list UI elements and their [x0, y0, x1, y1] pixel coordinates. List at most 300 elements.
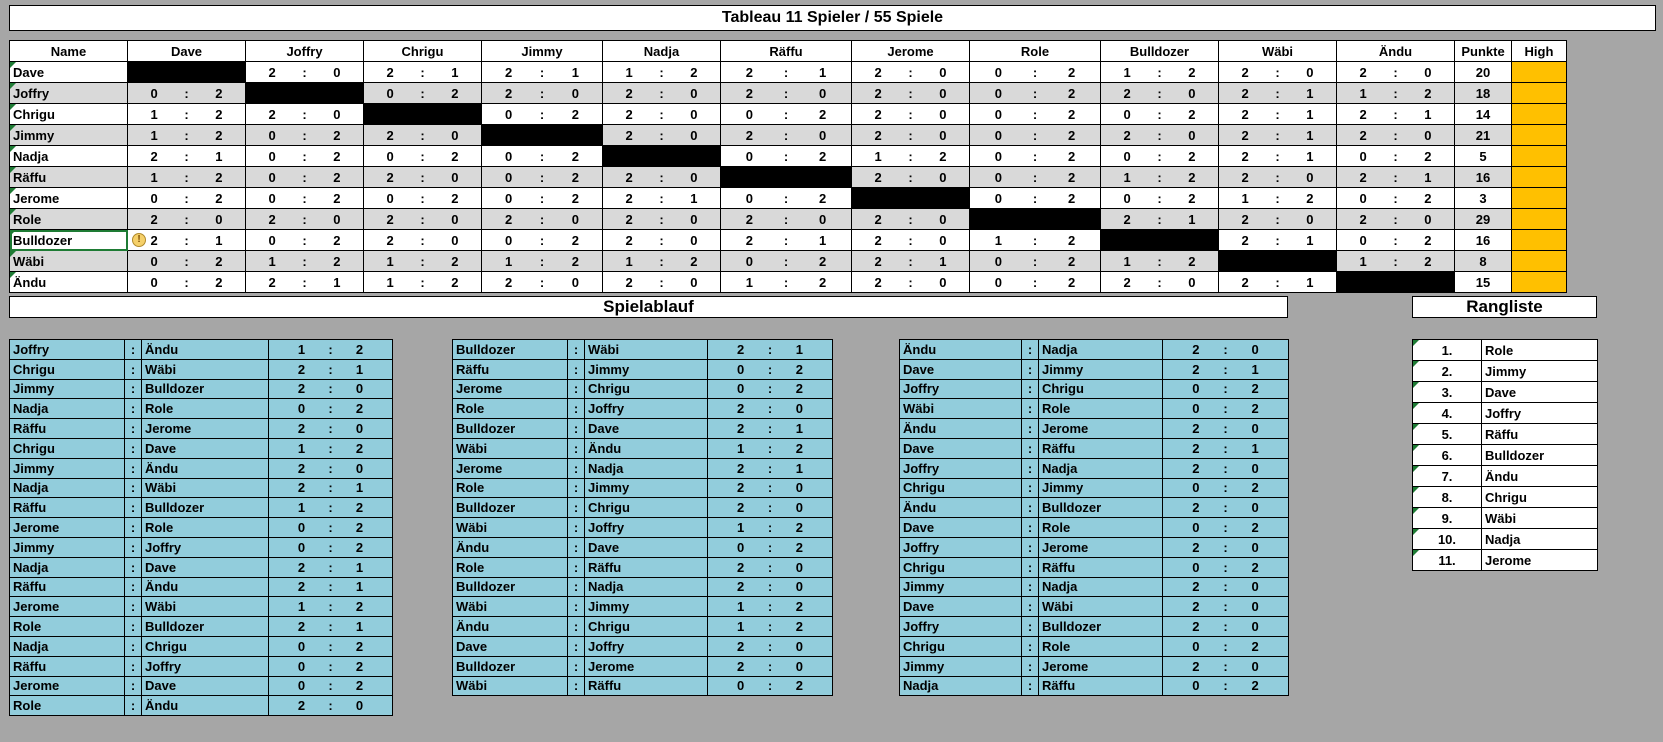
rank-position[interactable] [1413, 466, 1482, 487]
schedule-player-b[interactable]: Räffu [1039, 438, 1163, 458]
schedule-player-b[interactable]: Räffu [1039, 676, 1163, 696]
score-cell[interactable] [1219, 146, 1337, 167]
high-cell[interactable] [1512, 272, 1567, 293]
player-name-cell[interactable] [10, 104, 128, 125]
schedule-player-b[interactable]: Jimmy [1039, 359, 1163, 379]
schedule-result[interactable] [269, 478, 393, 498]
schedule-player-a[interactable]: Jerome [453, 458, 568, 478]
schedule-player-a[interactable]: Jimmy [10, 458, 125, 478]
schedule-player-a[interactable]: Chrigu [10, 438, 125, 458]
score-cell[interactable] [1101, 104, 1219, 125]
schedule-result[interactable] [269, 577, 393, 597]
schedule-player-a[interactable]: Dave [900, 359, 1022, 379]
score-cell[interactable] [721, 62, 852, 83]
schedule-player-b[interactable]: Wäbi [1039, 597, 1163, 617]
schedule-player-b[interactable]: Role [142, 399, 269, 419]
schedule-player-a[interactable]: Wäbi [453, 518, 568, 538]
score-cell[interactable] [128, 188, 246, 209]
schedule-result[interactable] [1163, 577, 1289, 597]
score-cell[interactable] [603, 188, 721, 209]
schedule-result[interactable] [269, 498, 393, 518]
schedule-player-a[interactable]: Nadja [10, 478, 125, 498]
rank-name[interactable]: Bulldozer [1482, 445, 1598, 466]
punkte-cell[interactable]: 5 [1455, 146, 1512, 167]
rank-name[interactable]: Nadja [1482, 529, 1598, 550]
schedule-player-a[interactable]: Ändu [900, 340, 1022, 360]
score-cell[interactable] [721, 83, 852, 104]
high-cell[interactable] [1512, 251, 1567, 272]
schedule-player-a[interactable]: Joffry [900, 458, 1022, 478]
score-cell[interactable] [482, 251, 603, 272]
rank-name[interactable]: Chrigu [1482, 487, 1598, 508]
schedule-result[interactable] [1163, 557, 1289, 577]
header-player[interactable]: Dave [128, 41, 246, 62]
high-cell[interactable] [1512, 209, 1567, 230]
score-cell[interactable] [128, 104, 246, 125]
schedule-result[interactable] [269, 656, 393, 676]
schedule-player-a[interactable]: Räffu [10, 498, 125, 518]
diagonal-cell[interactable] [1101, 230, 1219, 251]
score-cell[interactable] [246, 230, 364, 251]
schedule-player-a[interactable]: Wäbi [453, 597, 568, 617]
score-cell[interactable] [1101, 251, 1219, 272]
score-cell[interactable] [970, 146, 1101, 167]
score-cell[interactable] [603, 272, 721, 293]
score-cell[interactable] [482, 209, 603, 230]
schedule-player-b[interactable]: Chrigu [1039, 379, 1163, 399]
schedule-player-b[interactable]: Joffry [142, 537, 269, 557]
score-cell[interactable] [970, 272, 1101, 293]
schedule-player-b[interactable]: Chrigu [585, 498, 708, 518]
schedule-result[interactable] [269, 597, 393, 617]
schedule-player-b[interactable]: Role [1039, 518, 1163, 538]
schedule-result[interactable] [708, 438, 833, 458]
score-cell[interactable] [970, 251, 1101, 272]
schedule-player-a[interactable]: Role [453, 557, 568, 577]
schedule-result[interactable] [1163, 340, 1289, 360]
score-cell[interactable] [721, 146, 852, 167]
score-cell[interactable] [128, 83, 246, 104]
score-cell[interactable] [1219, 83, 1337, 104]
schedule-player-a[interactable]: Joffry [900, 617, 1022, 637]
schedule-player-a[interactable]: Bulldozer [453, 419, 568, 439]
schedule-player-a[interactable]: Jerome [10, 518, 125, 538]
diagonal-cell[interactable] [1337, 272, 1455, 293]
schedule-result[interactable] [1163, 676, 1289, 696]
player-name-cell[interactable] [10, 167, 128, 188]
schedule-result[interactable] [708, 379, 833, 399]
score-cell[interactable] [364, 167, 482, 188]
player-name-cell[interactable] [10, 125, 128, 146]
schedule-result[interactable] [269, 379, 393, 399]
score-cell[interactable] [128, 272, 246, 293]
score-cell[interactable] [1337, 188, 1455, 209]
score-cell[interactable] [721, 272, 852, 293]
score-cell[interactable] [721, 230, 852, 251]
schedule-player-a[interactable]: Wäbi [900, 399, 1022, 419]
header-player[interactable]: Chrigu [364, 41, 482, 62]
score-cell[interactable] [1337, 167, 1455, 188]
schedule-player-a[interactable]: Chrigu [900, 636, 1022, 656]
score-cell[interactable] [852, 83, 970, 104]
schedule-player-b[interactable]: Räffu [1039, 557, 1163, 577]
score-cell[interactable] [1337, 230, 1455, 251]
score-cell[interactable] [970, 125, 1101, 146]
score-cell[interactable] [482, 167, 603, 188]
score-cell[interactable] [482, 188, 603, 209]
schedule-player-a[interactable]: Räffu [10, 419, 125, 439]
schedule-player-a[interactable]: Ändu [453, 617, 568, 637]
score-cell[interactable] [128, 146, 246, 167]
score-cell[interactable] [364, 251, 482, 272]
rank-name[interactable]: Ändu [1482, 466, 1598, 487]
schedule-player-b[interactable]: Joffry [585, 636, 708, 656]
header-player[interactable]: Role [970, 41, 1101, 62]
schedule-result[interactable] [708, 636, 833, 656]
score-cell[interactable] [364, 188, 482, 209]
schedule-player-b[interactable]: Nadja [1039, 340, 1163, 360]
schedule-player-a[interactable]: Nadja [10, 557, 125, 577]
score-cell[interactable] [1337, 209, 1455, 230]
schedule-player-a[interactable]: Jimmy [10, 537, 125, 557]
diagonal-cell[interactable] [482, 125, 603, 146]
score-cell[interactable] [603, 125, 721, 146]
schedule-result[interactable] [1163, 518, 1289, 538]
score-cell[interactable] [852, 209, 970, 230]
header-name[interactable]: Name [10, 41, 128, 62]
score-cell[interactable] [1219, 125, 1337, 146]
schedule-player-a[interactable]: Bulldozer [453, 577, 568, 597]
schedule-player-b[interactable]: Ändu [585, 438, 708, 458]
schedule-player-b[interactable]: Bulldozer [1039, 617, 1163, 637]
header-player[interactable]: Jerome [852, 41, 970, 62]
schedule-player-b[interactable]: Jimmy [585, 478, 708, 498]
schedule-result[interactable] [269, 359, 393, 379]
schedule-result[interactable] [269, 458, 393, 478]
schedule-result[interactable] [708, 518, 833, 538]
score-cell[interactable] [970, 104, 1101, 125]
score-cell[interactable] [246, 209, 364, 230]
score-cell[interactable] [721, 125, 852, 146]
player-name-cell[interactable] [10, 272, 128, 293]
schedule-result[interactable] [708, 557, 833, 577]
schedule-result[interactable] [1163, 617, 1289, 637]
schedule-player-b[interactable]: Role [1039, 399, 1163, 419]
schedule-player-b[interactable]: Bulldozer [1039, 498, 1163, 518]
diagonal-cell[interactable] [128, 62, 246, 83]
score-cell[interactable] [970, 167, 1101, 188]
rank-name[interactable]: Joffry [1482, 403, 1598, 424]
score-cell[interactable] [721, 251, 852, 272]
header-player[interactable]: Bulldozer [1101, 41, 1219, 62]
player-name-cell[interactable] [10, 62, 128, 83]
score-cell[interactable] [482, 272, 603, 293]
score-cell[interactable] [1337, 104, 1455, 125]
score-cell[interactable] [603, 83, 721, 104]
schedule-player-a[interactable]: Jimmy [900, 577, 1022, 597]
score-cell[interactable] [128, 230, 246, 251]
schedule-player-b[interactable]: Joffry [585, 399, 708, 419]
warning-icon[interactable]: ! [132, 233, 146, 247]
score-cell[interactable] [246, 251, 364, 272]
score-cell[interactable] [1337, 83, 1455, 104]
score-cell[interactable] [603, 104, 721, 125]
schedule-result[interactable] [708, 359, 833, 379]
header-high[interactable]: High [1512, 41, 1567, 62]
schedule-player-b[interactable]: Joffry [585, 518, 708, 538]
rank-name[interactable]: Wäbi [1482, 508, 1598, 529]
schedule-player-b[interactable]: Räffu [585, 557, 708, 577]
schedule-player-b[interactable]: Nadja [585, 577, 708, 597]
score-cell[interactable] [603, 251, 721, 272]
score-cell[interactable] [364, 146, 482, 167]
score-cell[interactable] [721, 209, 852, 230]
schedule-player-a[interactable]: Bulldozer [453, 498, 568, 518]
schedule-player-b[interactable]: Jimmy [585, 597, 708, 617]
score-cell[interactable] [1219, 167, 1337, 188]
score-cell[interactable] [364, 209, 482, 230]
score-cell[interactable] [1337, 62, 1455, 83]
header-punkte[interactable]: Punkte [1455, 41, 1512, 62]
schedule-player-b[interactable]: Ändu [142, 340, 269, 360]
score-cell[interactable] [603, 62, 721, 83]
schedule-player-a[interactable]: Räffu [453, 359, 568, 379]
header-player[interactable]: Wäbi [1219, 41, 1337, 62]
score-cell[interactable] [970, 62, 1101, 83]
schedule-result[interactable] [708, 597, 833, 617]
score-cell[interactable] [852, 230, 970, 251]
score-cell[interactable] [721, 188, 852, 209]
schedule-player-b[interactable]: Dave [585, 419, 708, 439]
schedule-player-a[interactable]: Bulldozer [453, 656, 568, 676]
schedule-player-a[interactable]: Dave [900, 597, 1022, 617]
score-cell[interactable] [1101, 146, 1219, 167]
schedule-result[interactable] [1163, 359, 1289, 379]
punkte-cell[interactable]: 14 [1455, 104, 1512, 125]
schedule-player-b[interactable]: Dave [142, 438, 269, 458]
schedule-player-b[interactable]: Jimmy [585, 359, 708, 379]
schedule-result[interactable] [269, 696, 393, 716]
score-cell[interactable] [603, 230, 721, 251]
schedule-result[interactable] [708, 399, 833, 419]
score-cell[interactable] [721, 104, 852, 125]
score-cell[interactable] [1101, 272, 1219, 293]
player-name-cell[interactable] [10, 188, 128, 209]
schedule-result[interactable] [269, 518, 393, 538]
schedule-player-b[interactable]: Jerome [585, 656, 708, 676]
schedule-player-a[interactable]: Chrigu [900, 557, 1022, 577]
schedule-player-b[interactable]: Dave [585, 537, 708, 557]
rank-position[interactable] [1413, 445, 1482, 466]
score-cell[interactable] [128, 125, 246, 146]
diagonal-cell[interactable] [970, 209, 1101, 230]
score-cell[interactable] [246, 146, 364, 167]
schedule-player-b[interactable]: Nadja [1039, 458, 1163, 478]
schedule-result[interactable] [269, 636, 393, 656]
schedule-result[interactable] [1163, 438, 1289, 458]
score-cell[interactable] [1219, 188, 1337, 209]
rank-name[interactable]: Jerome [1482, 550, 1598, 571]
player-name-cell[interactable] [10, 146, 128, 167]
schedule-result[interactable] [1163, 379, 1289, 399]
player-name-cell[interactable] [10, 209, 128, 230]
schedule-result[interactable] [708, 577, 833, 597]
schedule-player-b[interactable]: Ändu [142, 577, 269, 597]
score-cell[interactable] [1337, 125, 1455, 146]
schedule-result[interactable] [269, 438, 393, 458]
schedule-result[interactable] [708, 419, 833, 439]
rank-position[interactable] [1413, 340, 1482, 361]
header-player[interactable]: Nadja [603, 41, 721, 62]
score-cell[interactable] [364, 272, 482, 293]
schedule-player-b[interactable]: Role [1039, 636, 1163, 656]
rank-position[interactable] [1413, 361, 1482, 382]
punkte-cell[interactable]: 20 [1455, 62, 1512, 83]
schedule-result[interactable] [269, 676, 393, 696]
schedule-player-b[interactable]: Bulldozer [142, 498, 269, 518]
diagonal-cell[interactable] [246, 83, 364, 104]
schedule-result[interactable] [708, 537, 833, 557]
schedule-player-b[interactable]: Dave [142, 557, 269, 577]
punkte-cell[interactable]: 16 [1455, 230, 1512, 251]
schedule-player-b[interactable]: Dave [142, 676, 269, 696]
rank-name[interactable]: Jimmy [1482, 361, 1598, 382]
schedule-player-a[interactable]: Chrigu [900, 478, 1022, 498]
schedule-player-a[interactable]: Role [10, 617, 125, 637]
schedule-player-b[interactable]: Wäbi [142, 359, 269, 379]
rank-position[interactable] [1413, 403, 1482, 424]
schedule-result[interactable] [708, 617, 833, 637]
punkte-cell[interactable]: 21 [1455, 125, 1512, 146]
schedule-player-b[interactable]: Wäbi [142, 597, 269, 617]
schedule-player-b[interactable]: Jerome [1039, 419, 1163, 439]
score-cell[interactable] [1219, 272, 1337, 293]
punkte-cell[interactable]: 3 [1455, 188, 1512, 209]
schedule-player-b[interactable]: Ändu [142, 696, 269, 716]
schedule-player-a[interactable]: Bulldozer [453, 340, 568, 360]
schedule-result[interactable] [269, 340, 393, 360]
score-cell[interactable] [128, 251, 246, 272]
score-cell[interactable] [364, 83, 482, 104]
schedule-result[interactable] [269, 399, 393, 419]
score-cell[interactable] [364, 62, 482, 83]
schedule-player-a[interactable]: Dave [900, 438, 1022, 458]
score-cell[interactable] [1219, 62, 1337, 83]
rank-position[interactable] [1413, 487, 1482, 508]
schedule-player-b[interactable]: Chrigu [585, 617, 708, 637]
schedule-player-b[interactable]: Role [142, 518, 269, 538]
schedule-player-b[interactable]: Chrigu [585, 379, 708, 399]
schedule-player-b[interactable]: Bulldozer [142, 379, 269, 399]
player-name-cell[interactable] [10, 230, 128, 251]
schedule-result[interactable] [708, 478, 833, 498]
high-cell[interactable] [1512, 146, 1567, 167]
score-cell[interactable] [1101, 188, 1219, 209]
score-cell[interactable] [970, 188, 1101, 209]
score-cell[interactable] [1101, 167, 1219, 188]
score-cell[interactable] [603, 167, 721, 188]
schedule-player-a[interactable]: Ändu [900, 419, 1022, 439]
schedule-player-b[interactable]: Jerome [1039, 537, 1163, 557]
schedule-player-a[interactable]: Nadja [10, 399, 125, 419]
rank-name[interactable]: Dave [1482, 382, 1598, 403]
rank-position[interactable] [1413, 382, 1482, 403]
rank-name[interactable]: Role [1482, 340, 1598, 361]
punkte-cell[interactable]: 15 [1455, 272, 1512, 293]
score-cell[interactable] [970, 230, 1101, 251]
diagonal-cell[interactable] [1219, 251, 1337, 272]
diagonal-cell[interactable] [852, 188, 970, 209]
score-cell[interactable] [852, 167, 970, 188]
schedule-player-b[interactable]: Jimmy [1039, 478, 1163, 498]
schedule-result[interactable] [1163, 597, 1289, 617]
schedule-player-a[interactable]: Joffry [10, 340, 125, 360]
score-cell[interactable] [482, 62, 603, 83]
diagonal-cell[interactable] [603, 146, 721, 167]
score-cell[interactable] [852, 62, 970, 83]
schedule-result[interactable] [1163, 656, 1289, 676]
score-cell[interactable] [246, 167, 364, 188]
schedule-result[interactable] [1163, 399, 1289, 419]
schedule-result[interactable] [708, 340, 833, 360]
score-cell[interactable] [852, 272, 970, 293]
score-cell[interactable] [1219, 104, 1337, 125]
rank-position[interactable] [1413, 550, 1482, 571]
schedule-player-a[interactable]: Räffu [10, 577, 125, 597]
schedule-player-b[interactable]: Chrigu [142, 636, 269, 656]
punkte-cell[interactable]: 16 [1455, 167, 1512, 188]
schedule-player-a[interactable]: Role [10, 696, 125, 716]
header-player[interactable]: Räffu [721, 41, 852, 62]
score-cell[interactable] [482, 104, 603, 125]
score-cell[interactable] [852, 104, 970, 125]
schedule-result[interactable] [269, 557, 393, 577]
score-cell[interactable] [246, 62, 364, 83]
schedule-result[interactable] [269, 419, 393, 439]
player-name-cell[interactable] [10, 251, 128, 272]
schedule-result[interactable] [1163, 419, 1289, 439]
score-cell[interactable] [970, 83, 1101, 104]
score-cell[interactable] [1101, 83, 1219, 104]
rank-position[interactable] [1413, 529, 1482, 550]
schedule-player-b[interactable]: Nadja [1039, 577, 1163, 597]
schedule-player-b[interactable]: Joffry [142, 656, 269, 676]
schedule-player-a[interactable]: Ändu [453, 537, 568, 557]
schedule-player-a[interactable]: Jimmy [900, 656, 1022, 676]
score-cell[interactable] [1101, 209, 1219, 230]
schedule-player-a[interactable]: Jimmy [10, 379, 125, 399]
punkte-cell[interactable]: 18 [1455, 83, 1512, 104]
high-cell[interactable] [1512, 230, 1567, 251]
schedule-player-a[interactable]: Joffry [900, 379, 1022, 399]
schedule-player-a[interactable]: Nadja [900, 676, 1022, 696]
schedule-player-a[interactable]: Jerome [10, 597, 125, 617]
schedule-player-b[interactable]: Wäbi [142, 478, 269, 498]
schedule-player-a[interactable]: Ändu [900, 498, 1022, 518]
schedule-player-a[interactable]: Räffu [10, 656, 125, 676]
score-cell[interactable] [482, 83, 603, 104]
schedule-player-a[interactable]: Jerome [10, 676, 125, 696]
high-cell[interactable] [1512, 188, 1567, 209]
score-cell[interactable] [1337, 146, 1455, 167]
score-cell[interactable] [482, 230, 603, 251]
score-cell[interactable] [246, 188, 364, 209]
high-cell[interactable] [1512, 83, 1567, 104]
punkte-cell[interactable]: 29 [1455, 209, 1512, 230]
schedule-player-a[interactable]: Wäbi [453, 676, 568, 696]
schedule-result[interactable] [708, 656, 833, 676]
high-cell[interactable] [1512, 125, 1567, 146]
